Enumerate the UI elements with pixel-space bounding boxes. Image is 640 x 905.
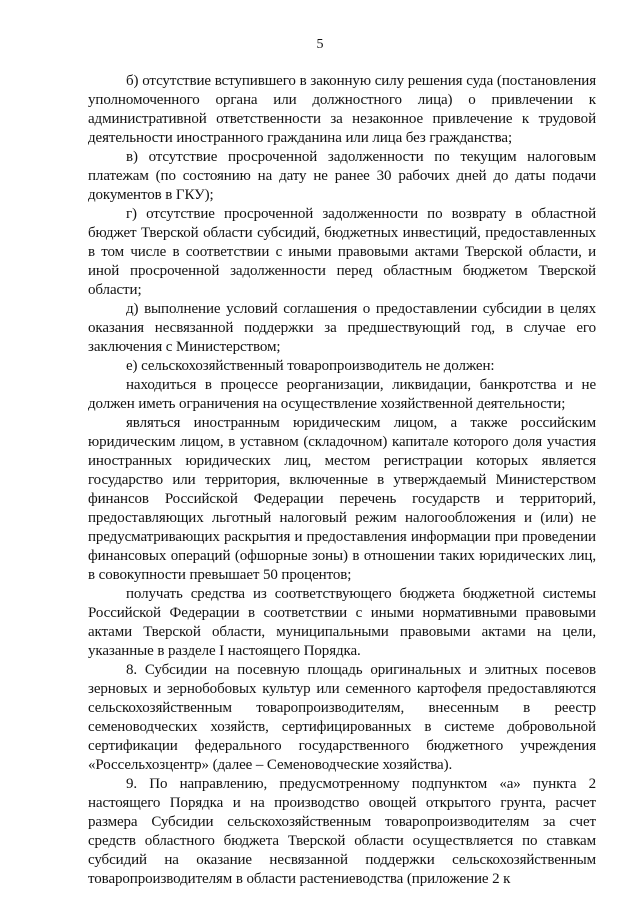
document-body [88,72,596,889]
paragraph-reorganization: находиться в процессе реорганизации, ликвидации, банкротства и не должен иметь ограничения на осуществление хозяйственной деятельности; [88,377,596,412]
paragraph-g-no-budget-debt: г) отсутствие просроченной задолженности по возврату в областной бюджет Тверской области субсидий, бюджетных инвестиций, предоставленных в том числе в соответствии с иными правовыми актами Тверской области, и иной просроченной задолженности перед областным бюджетом Тверской области; [88,206,596,298]
paragraph-9-subsidy-calculation: 9. По направлению, предусмотренному подпунктом «а» пункта 2 настоящего Порядка и на производство овощей открытого грунта, расчет размера Субсидии сельскохозяйственным товаропроизводителям за счет средств областного бюджета Тверской области осуществляется по ставкам субсидий на оказание несвязанной поддержки сельскохозяйственным товаропроизводителям в области растениеводства (приложение 2 к [88,776,596,887]
paragraph-v-no-tax-debt: в) отсутствие просроченной задолженности по текущим налоговым платежам (по состоянию на дату не ранее 30 рабочих дней до даты подачи документов в ГКУ); [88,149,596,203]
paragraph-other-budget-funds: получать средства из соответствующего бюджета бюджетной системы Российской Федерации в соответствии с иными нормативными правовыми актами Тверской области, муниципальными правовыми актами на цели, указанные в разделе I настоящего Порядка. [88,586,596,659]
paragraph-foreign-entity: являться иностранным юридическим лицом, а также российским юридическим лицом, в уставном (складочном) капитале которого доля участия иностранных юридических лиц, местом регистрации которых является государство или территория, включенные в утверждаемый Министерством финансов Российской Федерации перечень государств и территорий, предоставляющих льготный налоговый режим налогообложения и (или) не предусматривающих раскрытия и предоставления информации при проведении финансовых операций (офшорные зоны) в отношении таких юридических лиц, в совокупности превышает 50 процентов; [88,415,596,583]
page-number: 5 [316,37,324,52]
paragraph-d-agreement-conditions: д) выполнение условий соглашения о предоставлении субсидии в целях оказания несвязанной поддержки за предшествующий год, в случае его заключения с Министерством; [88,301,596,355]
paragraph-8-seed-subsidies: 8. Субсидии на посевную площадь оригинальных и элитных посевов зерновых и зернобобовых культур или семенного картофеля предоставляются сельскохозяйственным товаропроизводителям, внесенным в реестр семеноводческих хозяйств, сертифицированных в системе добровольной сертификации федерального государственного бюджетного учреждения «Россельхозцентр» (далее – Семеноводческие хозяйства). [88,662,596,773]
paragraph-b-no-court-decision: б) отсутствие вступившего в законную силу решения суда (постановления уполномоченного органа или должностного лица) о привлечении к административной ответственности за незаконное привлечение к трудовой деятельности иностранного гражданина или лица без гражданства; [88,73,596,146]
paragraph-e-producer-must-not: е) сельскохозяйственный товаропроизводитель не должен: [126,358,495,374]
